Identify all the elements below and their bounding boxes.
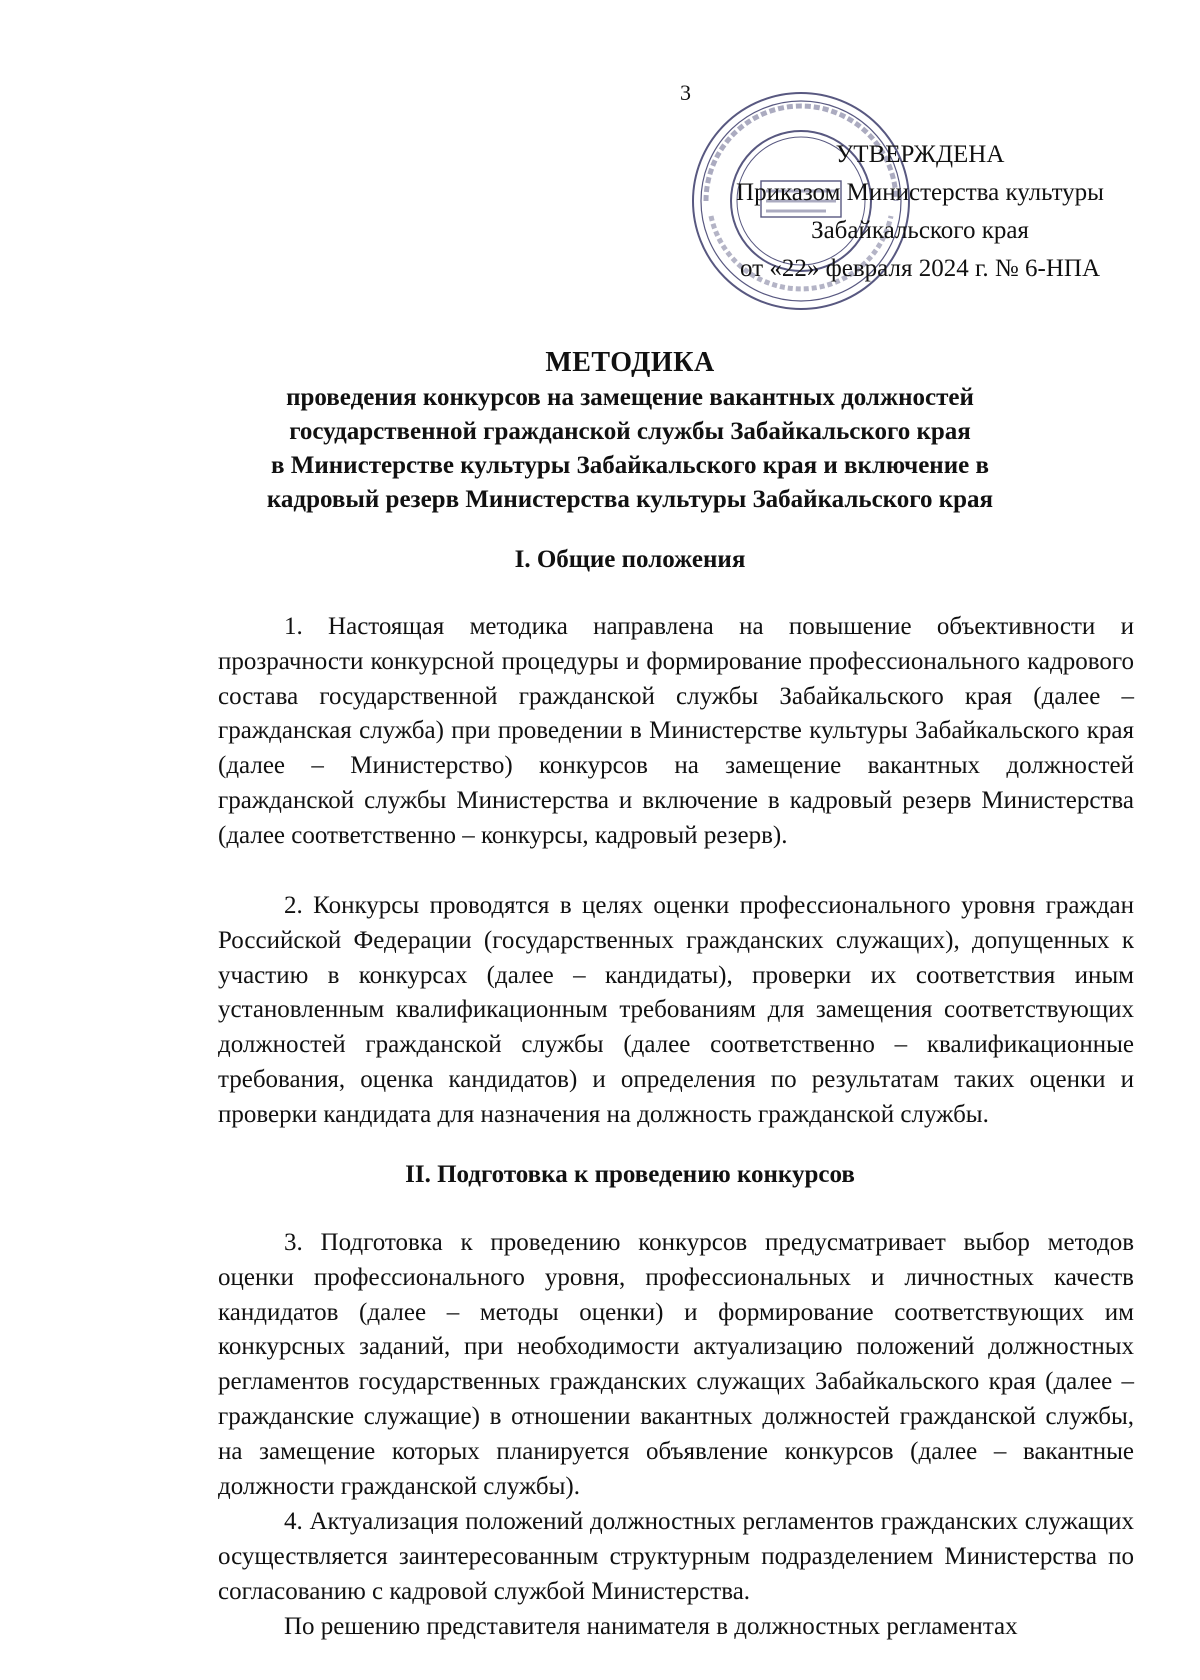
paragraph: 3. Подготовка к проведению конкурсов предусматривает выбор методов оценки профессионального уровня, профессиональных и личностных качеств кандидатов (далее – методы оценки) и формирование соответствующих им конкурсных заданий, при необходимости актуализацию положений должностных регламентов государственных гражданских служащих Забайкальского края (далее – гражданские служащие) в отношении вакантных должностей гражданской службы, на замещение которых планируется объявление конкурсов (далее – вакантные должности гражданской службы). (218, 1229, 1134, 1500)
page-number: 3 (680, 80, 691, 105)
section-heading: I. Общие положения (514, 546, 746, 573)
document-subtitle-line: в Министерстве культуры Забайкальского края и включение в (271, 452, 989, 479)
section-heading: II. Подготовка к проведению конкурсов (405, 1161, 855, 1188)
approval-date-number: от «22» февраля 2024 г. № 6-НПА (739, 255, 1100, 282)
paragraph: 2. Конкурсы проводятся в целях оценки профессионального уровня граждан Российской Федерации (государственных гражданских служащих), допущенных к участию в конкурсах (далее – кандидаты), проверки их соответствия иным установленным квалификационным требованиям для замещения соответствующих должностей гражданской службы (далее соответственно – квалификационные требования, оценка кандидатов) и определения по результатам таких оценки и проверки кандидата для назначения на должность гражданской службы. (218, 892, 1134, 1128)
paragraph: По решению представителя нанимателя в должностных регламентах (284, 1613, 1018, 1640)
paragraph: 1. Настоящая методика направлена на повышение объективности и прозрачности конкурсной процедуры и формирование профессионального кадрового состава государственной гражданской службы Забайкальского края (далее – гражданская служба) при проведении в Министерстве культуры Забайкальского края (далее – Министерство) конкурсов на замещение вакантных должностей гражданской службы Министерства и включение в кадровый резерв Министерства (далее соответственно – конкурсы, кадровый резерв). (218, 613, 1134, 849)
document-subtitle-line: государственной гражданской службы Забайкальского края (289, 418, 971, 445)
document-title: МЕТОДИКА (545, 347, 715, 378)
approval-block (700, 136, 1140, 288)
paragraph: 4. Актуализация положений должностных регламентов гражданских служащих осуществляется заинтересованным структурным подразделением Министерства по согласованию с кадровой службой Министерства. (218, 1508, 1134, 1605)
approval-region: Забайкальского края (811, 217, 1029, 244)
approval-order: Приказом Министерства культуры (736, 179, 1104, 206)
document-subtitle-line: проведения конкурсов на замещение вакантных должностей (286, 384, 974, 411)
document-subtitle-line: кадровый резерв Министерства культуры Забайкальского края (266, 486, 994, 513)
approval-status: УТВЕРЖДЕНА (835, 141, 1005, 168)
title-block (180, 345, 1080, 517)
